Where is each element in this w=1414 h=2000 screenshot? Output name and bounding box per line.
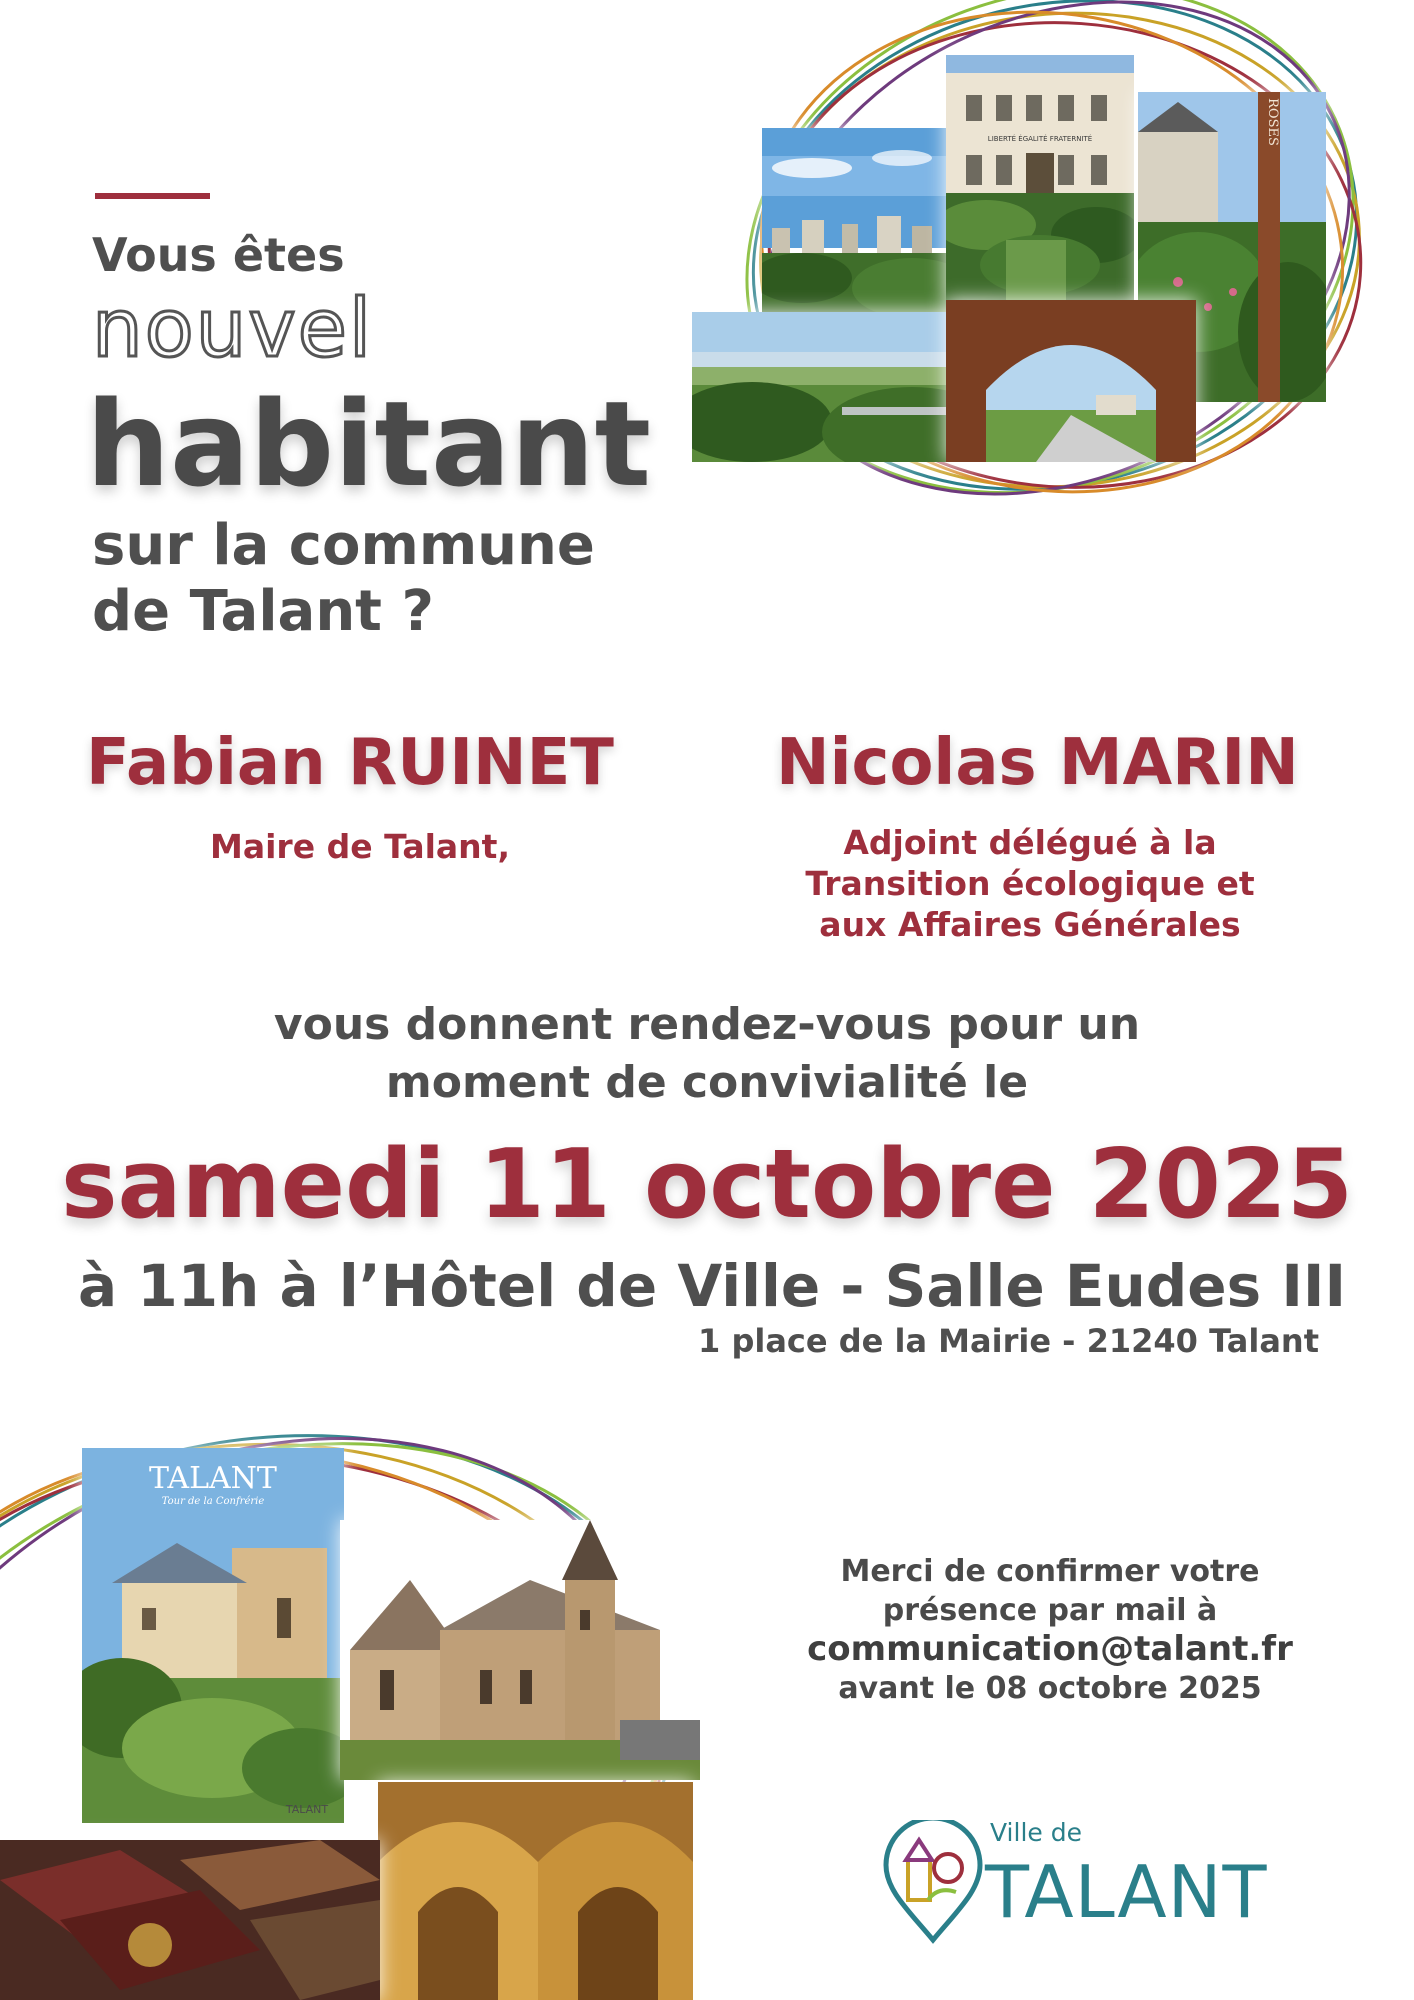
- talant-poster: [82, 1448, 344, 1823]
- rsvp-line4: avant le 08 octobre 2025: [838, 1671, 1262, 1706]
- city-view-photo: [762, 128, 952, 318]
- headline-line3: habitant: [86, 375, 651, 513]
- invitation-line1: vous donnent rendez-vous pour un: [273, 999, 1141, 1050]
- headline-line1: Vous êtes: [92, 228, 345, 282]
- host-1-role: Maire de Talant,: [210, 827, 510, 866]
- event-date: samedi 11 octobre 2025: [60, 1130, 1353, 1240]
- host-2-role-line2: Transition écologique et: [805, 864, 1255, 903]
- logo-prefix: Ville de: [990, 1818, 1082, 1847]
- headline-line4: sur la commune: [92, 513, 595, 578]
- host-2-role-line1: Adjoint délégué à la: [843, 823, 1217, 862]
- arch-photo: [946, 300, 1196, 462]
- books-photo: [0, 1840, 380, 2000]
- event-venue: à 11h à l’Hôtel de Ville - Salle Eudes III: [78, 1252, 1347, 1320]
- town-hall-photo: [946, 55, 1134, 300]
- invitation-text: [0, 996, 1414, 1112]
- logo-name: TALANT: [985, 1850, 1268, 1934]
- headline-line4-5: [92, 513, 595, 645]
- building-inscription: LIBERTÉ ÉGALITÉ FRATERNITÉ: [987, 135, 1093, 143]
- invitation-line2: moment de convivialité le: [385, 1057, 1029, 1108]
- poster-title: TALANT: [149, 1461, 277, 1496]
- roses-sign: ROSES: [1265, 98, 1280, 146]
- poster-signature: TALANT: [285, 1803, 329, 1816]
- talant-logo-icon: [878, 1820, 988, 1945]
- headline-line5: de Talant ?: [92, 579, 434, 644]
- rsvp-block: [770, 1552, 1330, 1708]
- headline-line2: nouvel: [92, 282, 374, 375]
- rsvp-email-link[interactable]: communication@talant.fr: [807, 1629, 1293, 1669]
- host-1-name: Fabian RUINET: [86, 726, 614, 800]
- event-address: 1 place de la Mairie - 21240 Talant: [698, 1322, 1319, 1360]
- rsvp-line1: Merci de confirmer votre: [840, 1554, 1260, 1589]
- poster-subtitle: Tour de la Confrérie: [161, 1496, 265, 1507]
- vaulted-cellar-photo: [378, 1782, 693, 2000]
- host-2-role-line3: aux Affaires Générales: [819, 905, 1241, 944]
- rsvp-line2: présence par mail à: [882, 1593, 1218, 1628]
- host-2-name: Nicolas MARIN: [776, 726, 1299, 800]
- accent-rule: [95, 193, 210, 199]
- church-photo: [340, 1520, 700, 1780]
- host-2-role: [790, 822, 1270, 945]
